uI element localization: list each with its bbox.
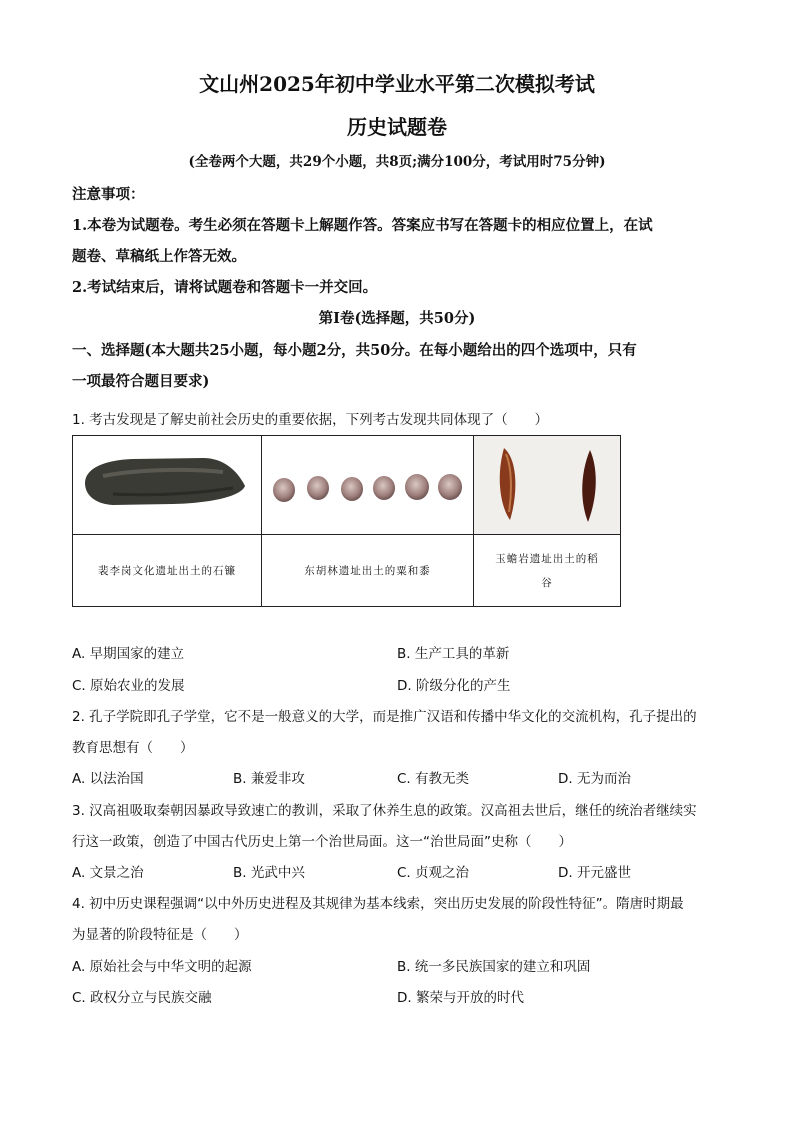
question-2-option-b: B. 兼爱非攻	[233, 771, 305, 787]
paper-subtitle: 历史试题卷	[347, 115, 447, 139]
question-3-stem-line-2: 行这一政策，创造了中国古代历史上第一个治世局面。这一“治世局面”史称（ ）	[72, 834, 572, 850]
question-1-option-c: C. 原始农业的发展	[72, 678, 185, 694]
exam-info: (全卷两个大题，共29个小题，共8页;满分100分，考试用时75分钟)	[188, 154, 606, 170]
question-1-option-d: D. 阶级分化的产生	[397, 678, 511, 694]
notes-heading: 注意事项：	[72, 186, 145, 203]
question-3-stem-line-1: 3. 汉高祖吸取秦朝因暴政导致速亡的教训，采取了休养生息的政策。汉高祖去世后，继任的统治者继续实	[72, 803, 697, 819]
millet-grains-image	[262, 436, 474, 535]
question-2-option-d: D. 无为而治	[558, 771, 631, 787]
question-3-option-d: D. 开元盛世	[558, 865, 631, 881]
section-1-instructions-line-2: 一项最符合题目要求)	[72, 373, 210, 390]
question-4-option-c: C. 政权分立与民族交融	[72, 990, 212, 1006]
question-1-stem: 1. 考古发现是了解史前社会历史的重要依据，下列考古发现共同体现了（ ）	[72, 412, 549, 428]
question-1-option-a: A. 早期国家的建立	[72, 646, 185, 662]
section-1-instructions-line-1: 一、选择题(本大题共25小题，每小题2分，共50分。在每小题给出的四个选项中，只有	[72, 342, 637, 359]
question-4-stem-line-1: 4. 初中历史课程强调“以中外历史进程及其规律为基本线索，突出历史发展的阶段性特征”。隋唐时期最	[72, 896, 684, 912]
question-4-option-a: A. 原始社会与中华文明的起源	[72, 959, 252, 975]
question-3-option-b: B. 光武中兴	[233, 865, 305, 881]
stone-sickle-caption: 裴李岗文化遗址出土的石镰	[73, 535, 262, 607]
note-1-line-2: 题卷、草稿纸上作答无效。	[72, 248, 246, 265]
question-1-option-b: B. 生产工具的革新	[397, 646, 510, 662]
stone-sickle-image	[73, 436, 262, 535]
exam-title: 文山州2025年初中学业水平第二次模拟考试	[199, 72, 595, 96]
question-2-option-a: A. 以法治国	[72, 771, 144, 787]
question-2-stem-line-2: 教育思想有（ ）	[72, 740, 194, 756]
question-4-option-d: D. 繁荣与开放的时代	[397, 990, 524, 1006]
note-1-line-1: 1.本卷为试题卷。考生必须在答题卡上解题作答。答案应书写在答题卡的相应位置上，在试	[72, 217, 653, 234]
question-1-image-table	[72, 435, 621, 607]
rice-caption-line-1: 玉蟾岩遗址出土的稻	[495, 552, 599, 565]
rice-caption-line-2: 谷	[541, 576, 553, 589]
rice-grains-image	[474, 436, 621, 535]
part-1-heading: 第Ⅰ卷(选择题，共50分)	[318, 310, 476, 327]
rice-caption	[474, 535, 621, 607]
millet-caption: 东胡林遗址出土的粟和黍	[262, 535, 474, 607]
question-3-option-c: C. 贞观之治	[397, 865, 470, 881]
question-4-option-b: B. 统一多民族国家的建立和巩固	[397, 959, 591, 975]
question-2-stem-line-1: 2. 孔子学院即孔子学堂，它不是一般意义的大学，而是推广汉语和传播中华文化的交流机构，孔子提出的	[72, 709, 697, 725]
question-4-stem-line-2: 为显著的阶段特征是（ ）	[72, 927, 248, 943]
question-3-option-a: A. 文景之治	[72, 865, 144, 881]
question-2-option-c: C. 有教无类	[397, 771, 470, 787]
note-2: 2.考试结束后，请将试题卷和答题卡一并交回。	[72, 279, 378, 296]
